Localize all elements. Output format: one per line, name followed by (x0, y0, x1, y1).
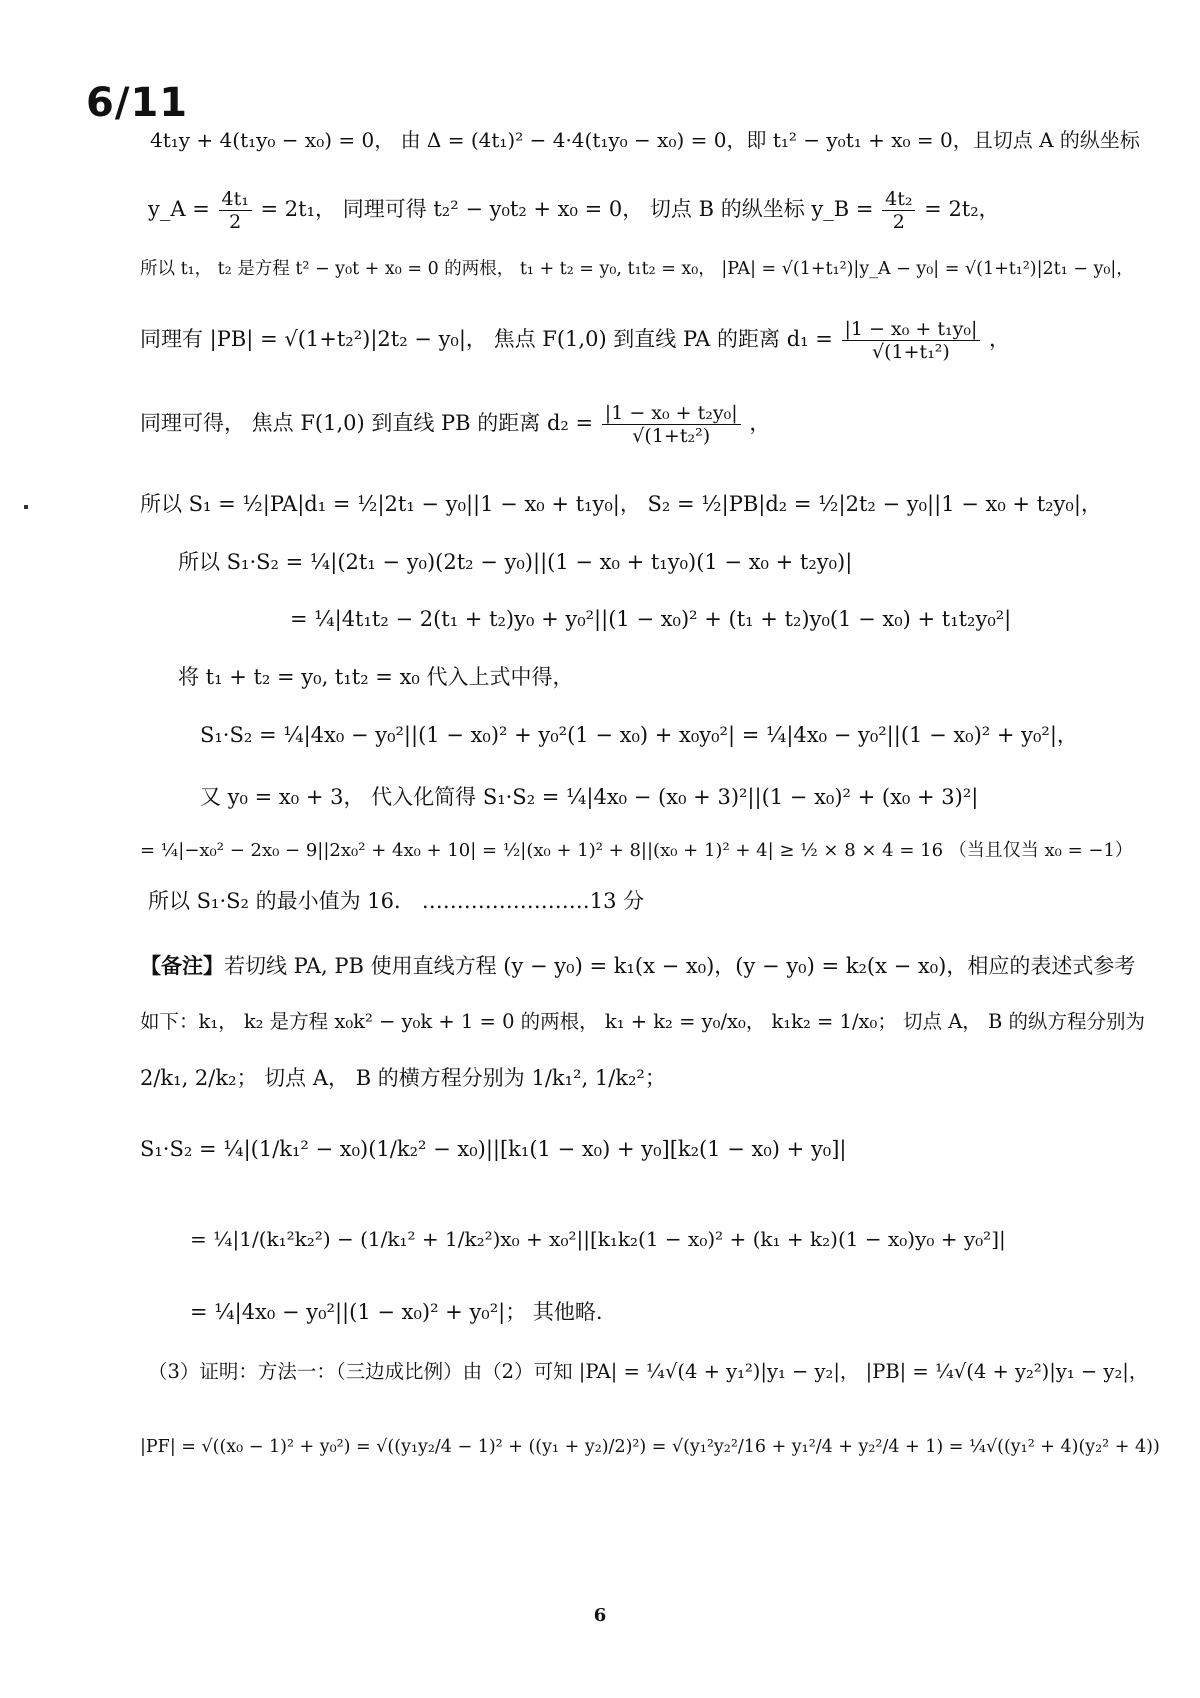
note-line-5: = ¼|1/(k₁²k₂²) − (1/k₁² + 1/k₂²)x₀ + x₀²||[k₁k₂(1 − x₀)² + (k₁ + k₂)(1 − x₀)y₀ + y₀²]| (190, 1227, 1006, 1251)
text-line-21: |PF| = √((x₀ − 1)² + y₀²) = √((y₁y₂/4 − 1)² + ((y₁ + y₂)/2)²) = √(y₁²y₂²/16 + y₁²/4 + y₂²/4 + 1) = ¼√((y₁² + 4)(y₂² + 4)) (140, 1437, 1160, 1457)
text-line-5-a: 同理可得， 焦点 F(1,0) 到直线 PB 的距离 d₂ = (140, 411, 594, 435)
fraction-yb-den: 2 (892, 211, 905, 233)
page-number: 6 (593, 1605, 607, 1626)
fraction-d1 (842, 318, 981, 363)
fraction-ya-den: 2 (229, 211, 242, 233)
text-line-11: 又 y₀ = x₀ + 3， 代入化简得 S₁·S₂ = ¼|4x₀ − (x₀ + 3)²||(1 − x₀)² + (x₀ + 3)²| (200, 785, 979, 809)
text-line-2-a: y_A = (148, 197, 210, 221)
text-line-5 (140, 402, 770, 447)
text-line-4-a: 同理有 |PB| = √(1+t₂²)|2t₂ − y₀|， 焦点 F(1,0) 到直线 PA 的距离 d₁ = (140, 327, 833, 351)
fraction-d1-num: |1 − x₀ + t₁y₀| (842, 318, 981, 341)
text-line-10: S₁·S₂ = ¼|4x₀ − y₀²||(1 − x₀)² + y₀²(1 − x₀) + x₀y₀²| = ¼|4x₀ − y₀²||(1 − x₀)² + y₀²|， (200, 723, 1078, 747)
fraction-d1-den: √(1+t₁²) (872, 341, 950, 363)
text-line-2-c: = 2t₂， (924, 197, 1000, 221)
text-line-8: = ¼|4t₁t₂ − 2(t₁ + t₂)y₀ + y₀²||(1 − x₀)² + (t₁ + t₂)y₀(1 − x₀) + t₁t₂y₀²| (290, 607, 1012, 631)
text-line-9: 将 t₁ + t₂ = y₀, t₁t₂ = x₀ 代入上式中得， (178, 665, 574, 689)
note-tag: 【备注】 (140, 953, 224, 978)
fraction-d2 (602, 402, 741, 447)
fraction-yb (882, 188, 915, 233)
note-line-1 (140, 952, 1135, 980)
text-line-5-c: ， (749, 411, 771, 435)
fraction-yb-num: 4t₂ (882, 188, 915, 211)
text-line-4-c: ， (989, 327, 1011, 351)
fraction-ya-num: 4t₁ (219, 188, 252, 211)
page-label: 6/11 (86, 80, 189, 126)
text-line-7: 所以 S₁·S₂ = ¼|(2t₁ − y₀)(2t₂ − y₀)||(1 − x₀ + t₁y₀)(1 − x₀ + t₂y₀)| (178, 550, 853, 574)
text-line-2-b: = 2t₁， 同理可得 t₂² − y₀t₂ + x₀ = 0， 切点 B 的纵坐标 y_B = (260, 197, 874, 221)
text-line-20: （3）证明：方法一：（三边成比例）由（2）可知 |PA| = ¼√(4 + y₁²)|y₁ − y₂|， |PB| = ¼√(4 + y₂²)|y₁ − y₂|， (148, 1360, 1149, 1383)
fraction-d2-num: |1 − x₀ + t₂y₀| (602, 402, 741, 425)
note-line-1-text: 若切线 PA, PB 使用直线方程 (y − y₀) = k₁(x − x₀)，(y − y₀) = k₂(x − x₀)，相应的表述式参考 (224, 954, 1136, 978)
text-line-3: 所以 t₁， t₂ 是方程 t² − y₀t + x₀ = 0 的两根， t₁ + t₂ = y₀, t₁t₂ = x₀， |PA| = √(1+t₁²)|y_A − y₀| = √(1+t₁²)|2t₁ − y₀|， (140, 259, 1134, 279)
text-line-2 (148, 188, 1000, 233)
text-line-13: 所以 S₁·S₂ 的最小值为 16． ……………………13 分 (148, 889, 645, 913)
note-line-3: 2/k₁, 2/k₂； 切点 A， B 的横方程分别为 1/k₁², 1/k₂²； (140, 1066, 666, 1090)
fraction-ya (219, 188, 252, 233)
note-line-6: = ¼|4x₀ − y₀²||(1 − x₀)² + y₀²|； 其他略. (190, 1300, 603, 1324)
text-line-1: 4t₁y + 4(t₁y₀ − x₀) = 0， 由 Δ = (4t₁)² − 4·4(t₁y₀ − x₀) = 0，即 t₁² − y₀t₁ + x₀ = 0，且切点 A 的纵坐标 (150, 128, 1140, 152)
fraction-d2-den: √(1+t₂²) (632, 425, 711, 447)
text-line-4 (140, 318, 1010, 363)
note-line-4: S₁·S₂ = ¼|(1/k₁² − x₀)(1/k₂² − x₀)||[k₁(1 − x₀) + y₀][k₂(1 − x₀) + y₀]| (140, 1137, 847, 1161)
scan-mark (24, 505, 28, 509)
note-line-2: 如下：k₁， k₂ 是方程 x₀k² − y₀k + 1 = 0 的两根， k₁ + k₂ = y₀/x₀， k₁k₂ = 1/x₀； 切点 A， B 的纵方程分别为 (140, 1010, 1146, 1033)
text-line-12: = ¼|−x₀² − 2x₀ − 9||2x₀² + 4x₀ + 10| = ½|(x₀ + 1)² + 8||(x₀ + 1)² + 4| ≥ ½ × 8 × 4 = 16 （当且仅当 x₀ = −1） (140, 840, 1133, 861)
text-line-6: 所以 S₁ = ½|PA|d₁ = ½|2t₁ − y₀||1 − x₀ + t₁y₀|， S₂ = ½|PB|d₂ = ½|2t₂ − y₀||1 − x₀ + t₂y₀|， (140, 492, 1102, 516)
